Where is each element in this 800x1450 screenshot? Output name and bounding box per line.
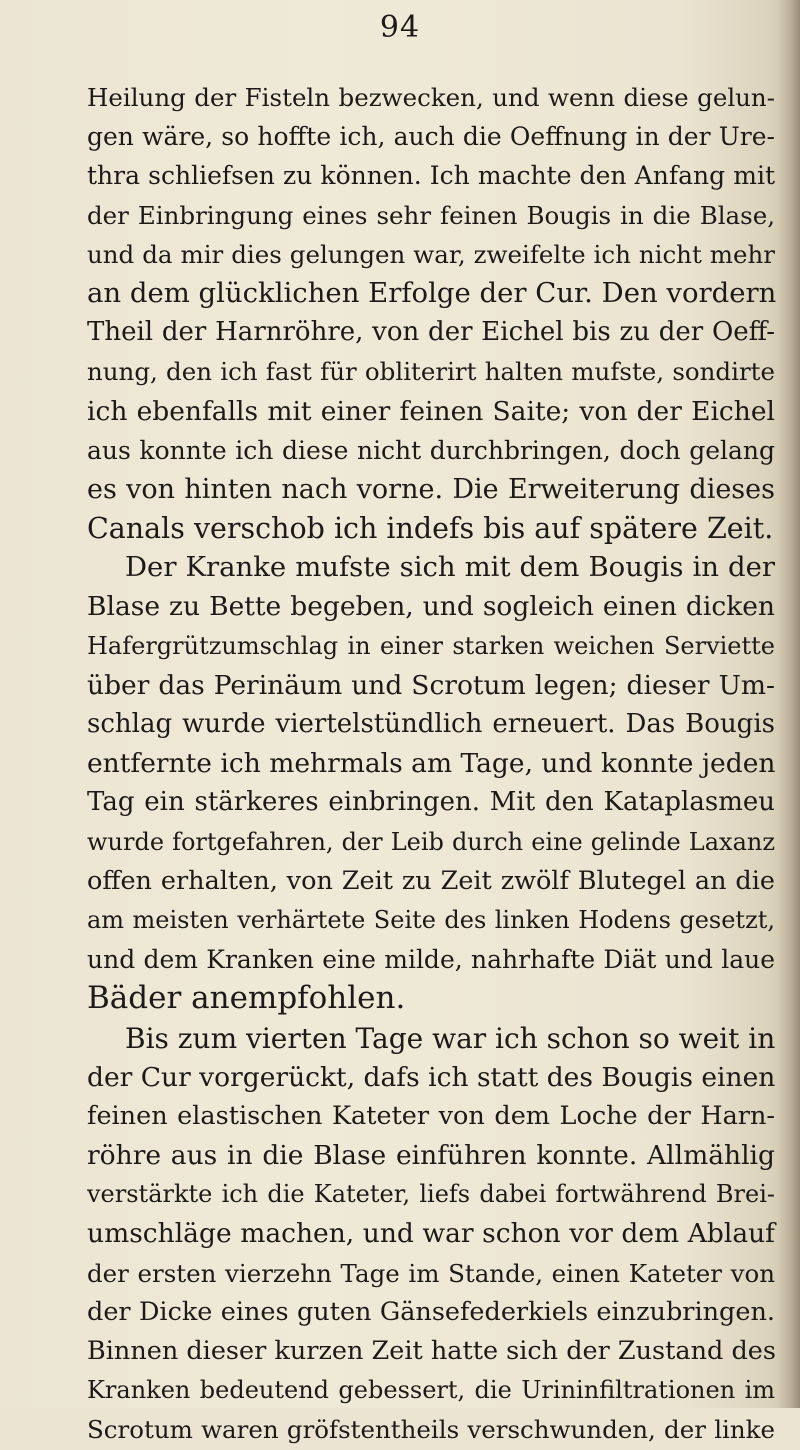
text-line: der Einbringung eines sehr feinen Bougis in die Blase,: [87, 200, 775, 230]
text-line: Scrotum waren gröfstentheils verschwunden, der linke: [87, 1415, 775, 1445]
text-line: Kranken bedeutend gebessert, die Urininfiltrationen im: [87, 1376, 775, 1405]
text-line: Bis zum vierten Tage war ich schon so weit in: [125, 1021, 776, 1055]
text-line: der Cur vorgerückt, dafs ich statt des Bougis einen: [87, 1061, 776, 1093]
text-line: es von hinten nach vorne. Die Erweiterung dieses: [87, 473, 775, 505]
text-line: an dem glücklichen Erfolge der Cur. Den vordern: [87, 276, 777, 309]
text-line: Tag ein stärkeres einbringen. Mit den Kataplasmeu: [87, 787, 775, 818]
text-line: wurde fortgefahren, der Leib durch eine gelinde Laxanz: [87, 827, 775, 856]
text-line: umschläge machen, und war schon vor dem Ablauf: [87, 1218, 775, 1250]
text-line: und da mir dies gelungen war, zweifelte ich nicht mehr: [87, 239, 775, 269]
text-line: Binnen dieser kurzen Zeit hatte sich der Zustand des: [87, 1336, 776, 1366]
text-line: am meisten verhärtete Seite des linken Hodens gesetzt,: [87, 905, 775, 934]
text-line: Bäder anempfohlen.: [87, 980, 406, 1017]
text-line: röhre aus in die Blase einführen konnte. Allmählig: [87, 1140, 775, 1172]
text-line: Der Kranke mufste sich mit dem Bougis in der: [125, 551, 775, 584]
text-line: entfernte ich mehrmals am Tage, und konnte jeden: [87, 748, 776, 780]
text-line: nung, den ich fast für obliterirt halten mufste, sondirte: [87, 357, 775, 387]
body-text: [87, 78, 787, 1450]
page-edge-shadow: [778, 0, 800, 1408]
text-line: Blase zu Bette begeben, und sogleich einen dicken: [87, 591, 775, 623]
text-line: und dem Kranken eine milde, nahrhafte Diät und laue: [87, 945, 775, 975]
text-line: Canals verschob ich indefs bis auf spätere Zeit.: [87, 512, 774, 546]
text-line: gen wäre, so hoffte ich, auch die Oeffnung in der Ure-: [87, 122, 775, 152]
text-line: schlag wurde viertelstündlich erneuert. Das Bougis: [87, 709, 775, 739]
text-line: über das Perinäum und Scrotum legen; dieser Um-: [87, 669, 775, 701]
text-line: ich ebenfalls mit einer feinen Saite; von der Eichel: [87, 395, 775, 427]
text-line: der ersten vierzehn Tage im Stande, einen Kateter von: [87, 1258, 775, 1288]
text-line: offen erhalten, von Zeit zu Zeit zwölf Blutegel an die: [87, 865, 775, 896]
text-line: thra schliefsen zu können. Ich machte den Anfang mit: [87, 161, 775, 191]
text-line: Heilung der Fisteln bezwecken, und wenn diese gelun-: [87, 83, 775, 112]
page-number: 94: [379, 10, 421, 45]
text-line: verstärkte ich die Kateter, liefs dabei fortwährend Brei-: [87, 1180, 775, 1209]
text-line: Hafergrützumschlag in einer starken weichen Serviette: [87, 631, 775, 660]
text-line: feinen elastischen Kateter von dem Loche der Harn-: [87, 1100, 775, 1131]
text-line: Theil der Harnröhre, von der Eichel bis zu der Oeff-: [87, 317, 775, 348]
text-line: der Dicke eines guten Gänsefederkiels einzubringen.: [87, 1296, 775, 1327]
text-line: aus konnte ich diese nicht durchbringen, doch gelang: [87, 435, 775, 465]
